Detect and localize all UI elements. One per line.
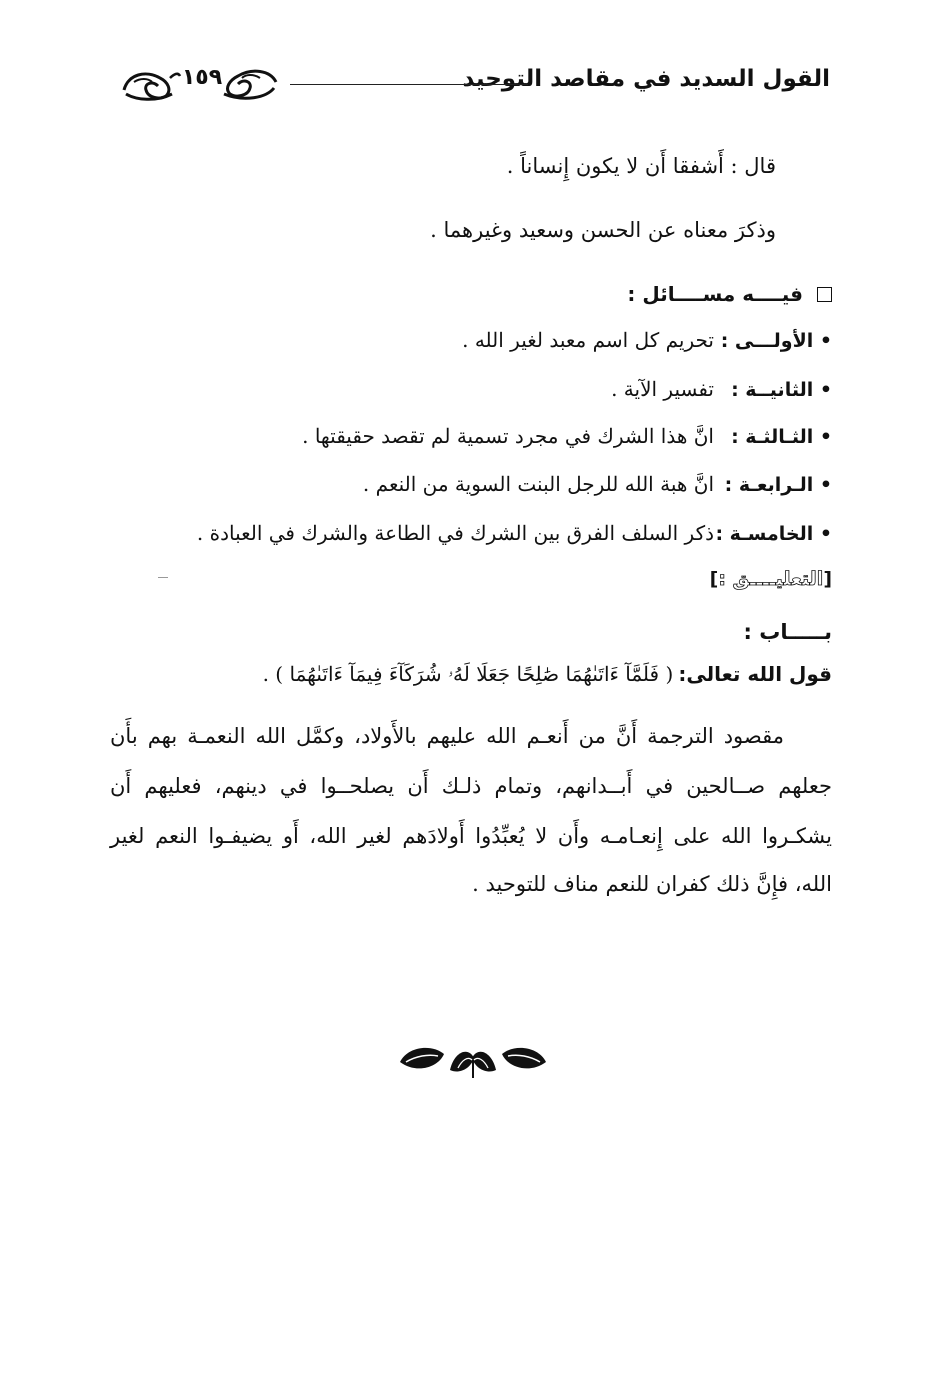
issue-text: انَّ هذا الشرك في مجرد تسمية لم تقصد حقيقتها .	[302, 424, 714, 448]
quote-line: قال : أَشفقا أَن لا يكون إِنساناً .	[506, 154, 776, 178]
issue-text: تفسير الآية .	[611, 377, 714, 401]
paragraph-line: الله، فإِنَّ ذلك كفران للنعم مناف للتوحيد .	[472, 872, 832, 896]
page-number-ornament	[120, 60, 280, 106]
stray-mark	[158, 577, 168, 578]
issue-item	[363, 472, 832, 506]
running-title: القول السديد في مقاصد التوحيد	[462, 66, 830, 92]
page-number: ١٥٩	[181, 65, 223, 90]
paragraph-line: جعلهم صــالحين في أَبــدانهم، وتمام ذلـك أَن يصلحــوا في دينهم، فعليهم أَن	[110, 774, 832, 798]
end-ornament-icon	[398, 1040, 548, 1080]
paragraph-line: مقصود الترجمة أَنَّ من أَنعـم الله عليهم بالأَولاد، وكمَّل الله النعمـة بهم بأَن	[110, 724, 784, 748]
issue-label: • الـرابعـة :	[724, 474, 832, 496]
issue-item	[302, 424, 832, 458]
chapter-heading: بـــــاب :	[743, 620, 832, 644]
issue-item	[462, 328, 832, 362]
issue-text: تحريم كل اسم معبد لغير الله .	[462, 328, 714, 352]
issue-label: • الأولـــى :	[720, 330, 832, 352]
commentary-heading: [التعليــــق :]	[709, 568, 832, 590]
issue-label: • الثانيــة :	[731, 379, 832, 401]
page-header	[120, 60, 830, 110]
issue-item	[197, 521, 832, 555]
issue-text: ذكر السلف الفرق بين الشرك في الطاعة والشرك في العبادة .	[196, 521, 714, 545]
issue-item	[611, 377, 832, 411]
issues-heading-text: فيــــه مســــائل :	[627, 282, 803, 306]
quran-verse: ( فَلَمَّآ ءَاتَىٰهُمَا صَٰلِحًا جَعَلَا لَهُۥ شُرَكَآءَ فِيمَآ ءَاتَىٰهُمَا ) .	[262, 662, 674, 686]
header-rule	[290, 84, 528, 85]
verse-line	[263, 662, 832, 686]
issue-label: • الخامسـة :	[715, 523, 832, 545]
attribution-line: وذكرَ معناه عن الحسن وسعيد وغيرهما .	[430, 218, 776, 242]
issue-label: • الثـالثـة :	[731, 426, 832, 448]
square-bullet-icon	[817, 287, 832, 302]
issue-text: انَّ هبة الله للرجل البنت السوية من النعم .	[362, 472, 714, 496]
verse-intro: قول الله تعالى:	[678, 662, 832, 686]
paragraph-line: يشكـروا الله على إِنعـامـه وأَن لا يُعبِّدُوا أَولادَهم لغير الله، أَو يضيفـوا النعم لغير	[110, 824, 832, 848]
commentary-heading-text: التعليــــق :	[718, 568, 824, 590]
issues-heading	[627, 282, 832, 306]
